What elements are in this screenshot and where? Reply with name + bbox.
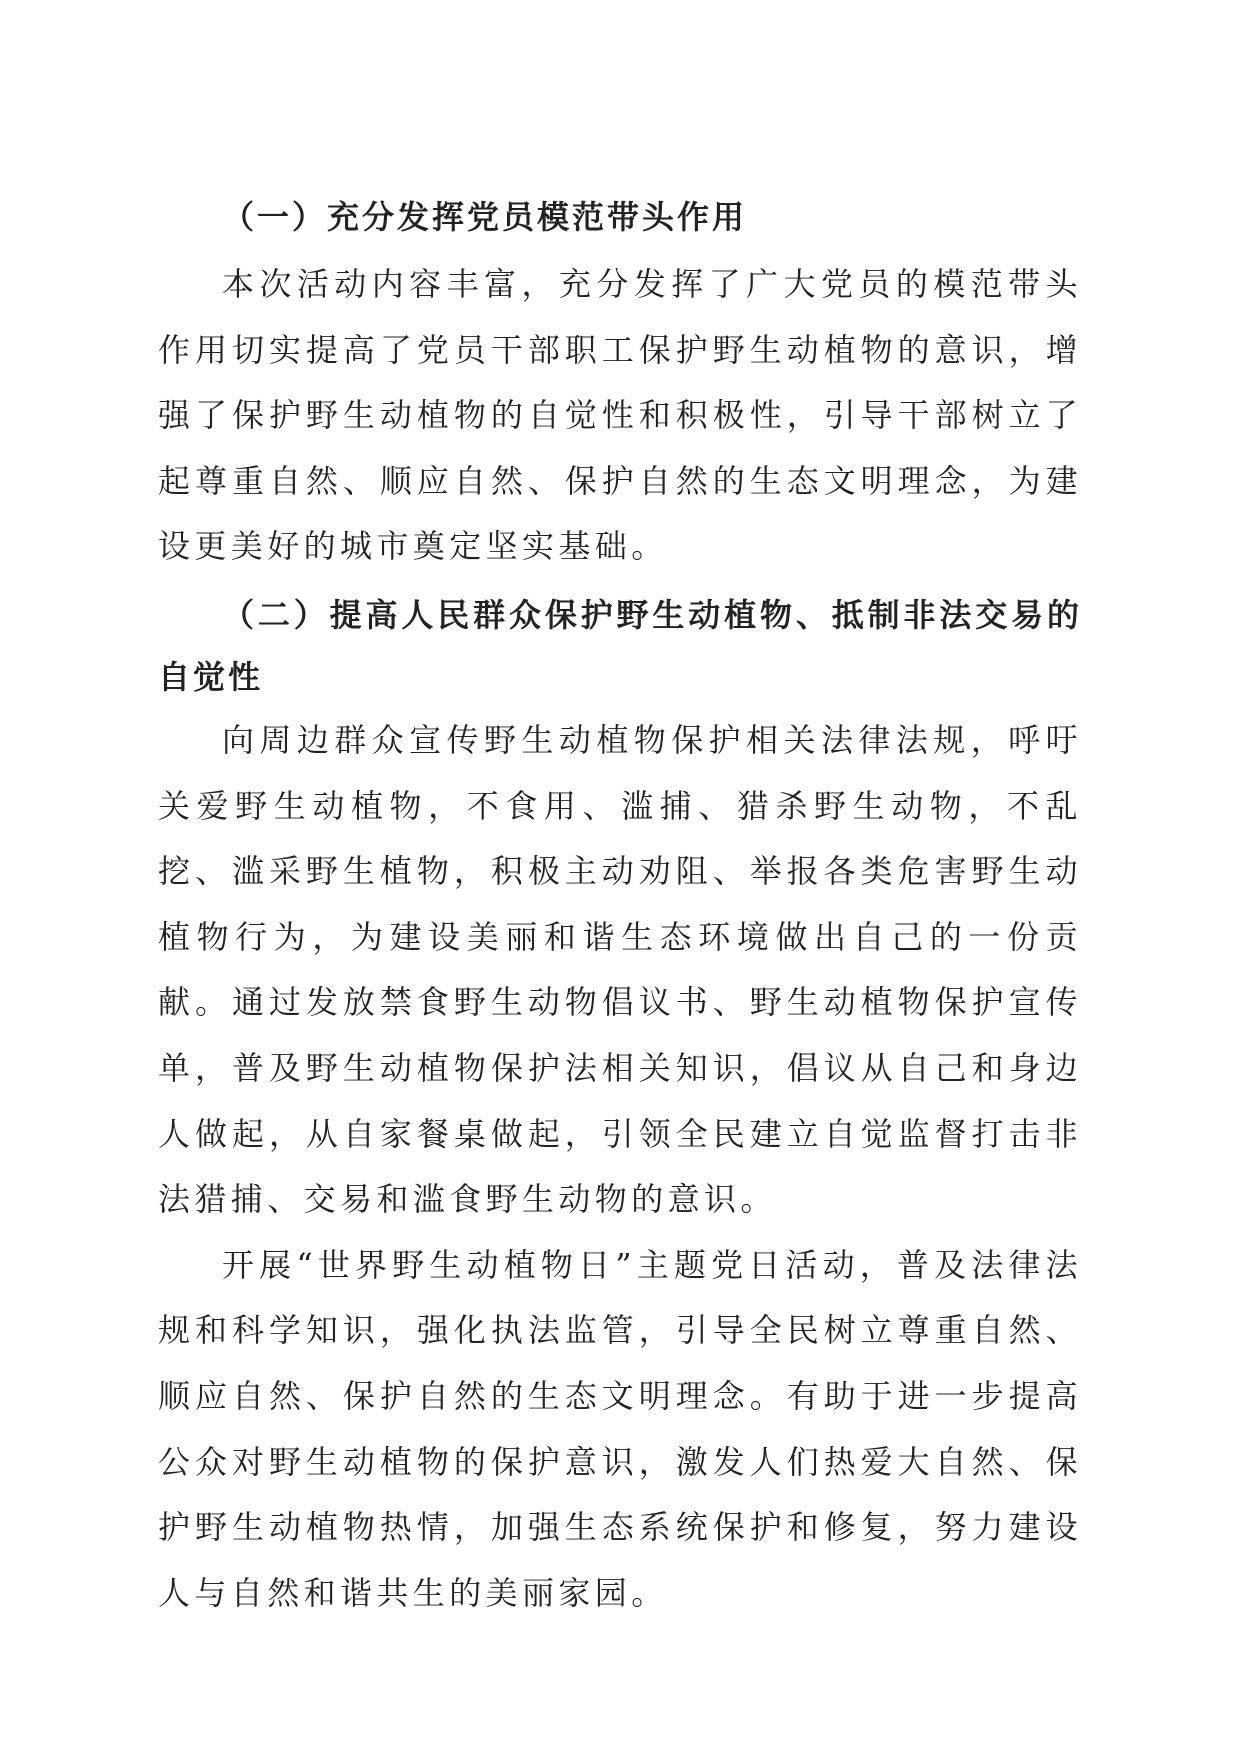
section-2-paragraph-2: 开展“世界野生动植物日”主题党日活动，普及法律法规和科学知识，强化执法监管，引导全民树立尊重自然、顺应自然、保护自然的生态文明理念。有助于进一步提高公众对野生动植物的保护意识，激发人们热爱大自然、保护野生动植物热情，加强生态系统保护和修复，努力建设人与自然和谐共生的美丽家园。 — [158, 1245, 1082, 1612]
document-page — [158, 186, 1082, 1626]
section-1-paragraph: 本次活动内容丰富，充分发挥了广大党员的模范带头作用切实提高了党员干部职工保护野生动植物的意识，增强了保护野生动植物的自觉性和积极性，引导干部树立了起尊重自然、顺应自然、保护自然的生态文明理念，为建设更美好的城市奠定坚实基础。 — [158, 265, 1082, 566]
section-heading-2: （二）提高人民群众保护野生动植物、抵制非法交易的自觉性 — [158, 595, 1082, 696]
section-2-paragraph-1: 向周边群众宣传野生动植物保护相关法律法规，呼吁关爱野生动植物，不食用、滥捕、猎杀野生动物，不乱挖、滥采野生植物，积极主动劝阻、举报各类危害野生动植物行为，为建设美丽和谐生态环境做出自己的一份贡献。通过发放禁食野生动物倡议书、野生动植物保护宣传单，普及野生动植物保护法相关知识，倡议从自己和身边人做起，从自家餐桌做起，引领全民建立自觉监督打击非法猎捕、交易和滥食野生动物的意识。 — [158, 720, 1082, 1219]
section-heading-1: （一）充分发挥党员模范带头作用 — [222, 198, 748, 236]
